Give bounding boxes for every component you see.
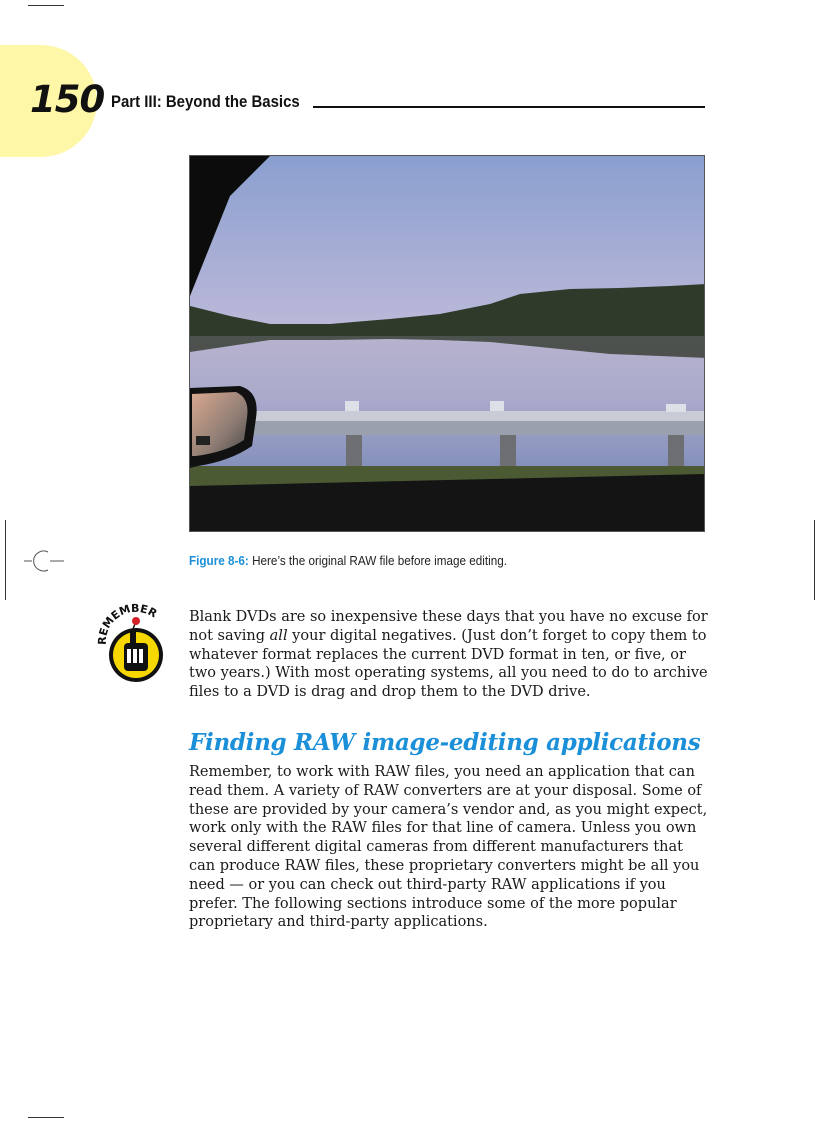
- crop-mark: [28, 1117, 64, 1118]
- remember-icon: [96, 603, 176, 689]
- paragraph-text: your digital negatives. (Just don’t forget to copy them to whatever format replaces the current DVD format in ten, or five, or two years.) With most operating systems, all you need to do to archive files to a DVD is drag and drop them to the DVD drive.: [189, 627, 708, 701]
- figure-caption: [189, 553, 507, 568]
- body-paragraph: [189, 608, 709, 702]
- section-heading: Finding RAW image-editing applications: [189, 729, 701, 756]
- body-paragraph: [189, 763, 709, 932]
- running-head: Part III: Beyond the Basics: [111, 92, 300, 111]
- registration-mark-icon: [24, 548, 64, 574]
- crop-mark: [814, 520, 815, 600]
- figure-label: Figure 8-6:: [189, 553, 249, 568]
- figure-photo: [189, 155, 705, 532]
- page-number: 150: [30, 78, 105, 121]
- emphasis-text: all: [269, 627, 288, 644]
- figure-caption-text: Here’s the original RAW file before image editing.: [252, 553, 508, 568]
- header-rule: [313, 106, 705, 108]
- crop-mark: [28, 5, 64, 6]
- crop-mark: [5, 520, 6, 600]
- paragraph-text: Remember, to work with RAW files, you need an application that can read them. A variety of RAW converters are at your disposal. Some of these are provided by your camera’s vendor and, as you might expect, work only with the RAW files for that line of camera. Unless you own several different digital cameras from different manufacturers that can produce RAW files, these proprietary converters might be all you need — or you can check out third-party RAW applications if you prefer. The following sections introduce some of the more popular proprietary and third-party applications.: [189, 764, 708, 931]
- lake-photo-icon: [190, 156, 705, 532]
- paragraph-text: Blank DVDs are so inexpensive these days that you have no excuse for not saving: [189, 609, 708, 644]
- remember-icon-label: REMEMBER: [96, 603, 160, 646]
